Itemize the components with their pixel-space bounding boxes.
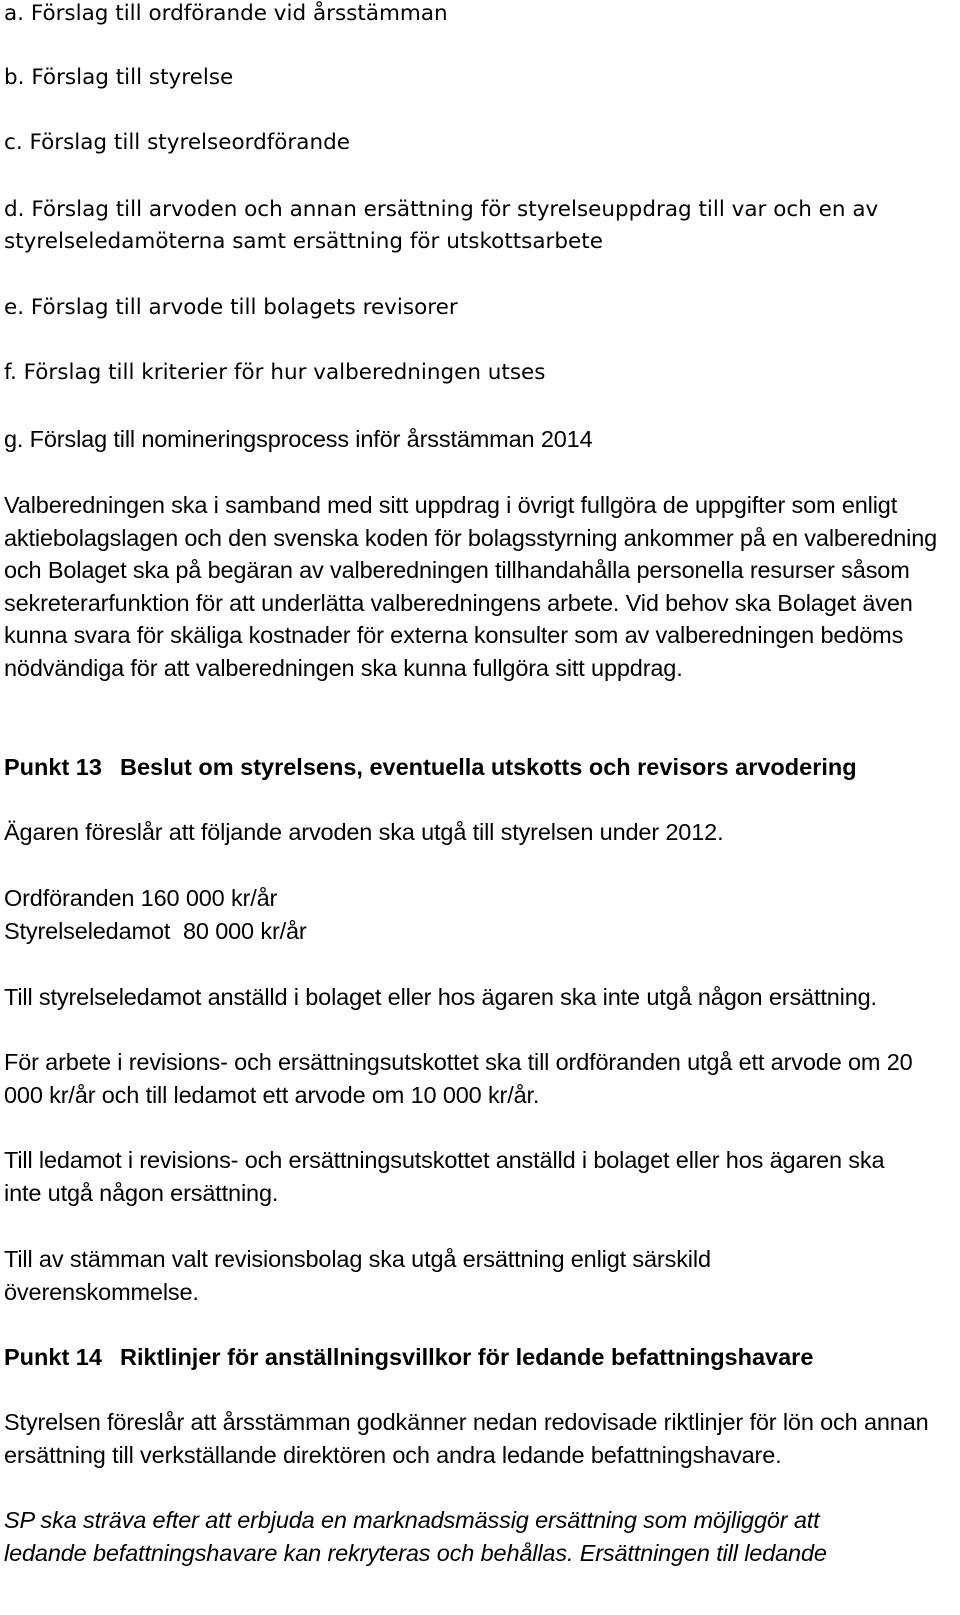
employed-member-text: Till styrelseledamot anställd i bolaget eller hos ägaren ska inte utgå någon ersättning. xyxy=(4,984,877,1010)
fee-chair: Ordföranden 160 000 kr/år xyxy=(4,885,278,911)
punkt14-title: Riktlinjer för anställningsvillkor för ledande befattningshavare xyxy=(120,1344,814,1370)
punkt13-title: Beslut om styrelsens, eventuella utskotts och revisors arvodering xyxy=(120,754,857,780)
punkt14-heading xyxy=(4,1341,813,1373)
punkt13-heading xyxy=(4,751,857,783)
agenda-item-c: c. Förslag till styrelseordförande xyxy=(4,130,350,155)
agenda-item-f: f. Förslag till kriterier för hur valberedningen utses xyxy=(4,360,546,385)
valberedning-paragraph: Valberedningen ska i samband med sitt uppdrag i övrigt fullgöra de uppgifter som enligt aktiebolagslagen och den svenska koden för bolagsstyrning ankommer på en valberedning och Bolaget ska på begäran av valberedningen tillhandahålla personella resurser såsom sekreterarfunktion för att underlätta valberedningens arbete. Vid behov ska Bolaget även kunna svara för skäliga kostnader för externa konsulter som av valberedningen bedöms nödvändiga för att valberedningen ska kunna fullgöra sitt uppdrag. xyxy=(4,492,938,681)
agenda-item-a: a. Förslag till ordförande vid årsstämman xyxy=(4,1,448,26)
auditor-text: Till av stämman valt revisionsbolag ska utgå ersättning enligt särskild överenskommelse. xyxy=(4,1246,711,1305)
punkt14-number: Punkt 14 xyxy=(4,1344,102,1370)
punkt13-intro: Ägaren föreslår att följande arvoden ska utgå till styrelsen under 2012. xyxy=(4,819,724,845)
punkt13-number: Punkt 13 xyxy=(4,754,102,780)
agenda-item-b: b. Förslag till styrelse xyxy=(4,65,234,90)
agenda-item-d: d. Förslag till arvoden och annan ersättning för styrelseuppdrag till var och en av styrelseledamöterna samt ersättning för utskottsarbete xyxy=(4,197,879,254)
agenda-item-g: g. Förslag till nomineringsprocess inför årsstämman 2014 xyxy=(4,426,593,452)
fee-member: Styrelseledamot 80 000 kr/år xyxy=(4,918,307,944)
agenda-item-e: e. Förslag till arvode till bolagets revisorer xyxy=(4,295,458,320)
punkt14-intro: Styrelsen föreslår att årsstämman godkänner nedan redovisade riktlinjer för lön och annan ersättning till verkställande direktören och andra ledande befattningshavare. xyxy=(4,1409,929,1468)
committee-employed-text: Till ledamot i revisions- och ersättningsutskottet anställd i bolaget eller hos ägaren ska inte utgå någon ersättning. xyxy=(4,1147,885,1206)
punkt14-italic-text: SP ska sträva efter att erbjuda en marknadsmässig ersättning som möjliggör att ledande befattningshavare kan rekryteras och behållas. Ersättningen till ledande xyxy=(4,1507,827,1566)
committee-fee-text: För arbete i revisions- och ersättningsutskottet ska till ordföranden utgå ett arvode om 20 000 kr/år och till ledamot ett arvode om 10 000 kr/år. xyxy=(4,1049,913,1108)
